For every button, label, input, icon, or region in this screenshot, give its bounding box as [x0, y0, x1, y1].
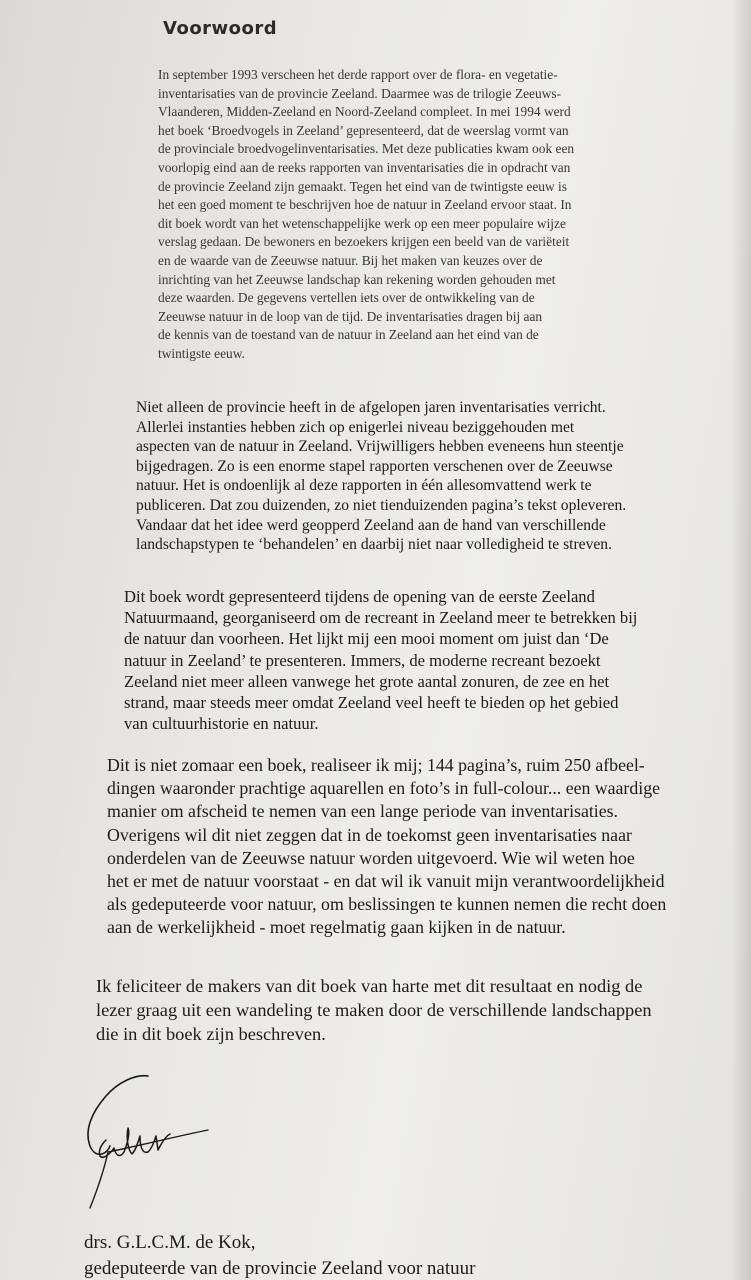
text-line: inrichting van het Zeeuwse landschap kan rekening worden gehouden met [158, 271, 556, 287]
page-edge-shadow [731, 0, 751, 1280]
text-line: Vlaanderen, Midden-Zeeland en Noord-Zeeland compleet. In mei 1994 werd [158, 104, 571, 120]
text-line: publiceren. Dat zou duizenden, zo niet tienduizenden pagina’s tekst opleveren. [136, 496, 627, 514]
text-line: landschapstypen te ‘behandelen’ en daarbij niet naar volledigheid te streven. [136, 536, 612, 554]
text-line: deze waarden. De gegevens vertellen iets over de ontwikkeling van de [158, 290, 535, 306]
text-line: dingen waaronder prachtige aquarellen en foto’s in full-colour... een waardige [107, 778, 660, 799]
text-line: het er met de natuur voorstaat - en dat wil ik vanuit mijn verantwoordelijkheid [107, 871, 665, 892]
text-line: Natuurmaand, georganiseerd om de recreant in Zeeland meer te betrekken bij [124, 608, 638, 628]
text-line: bijgedragen. Zo is een enorme stapel rapporten verschenen over de Zeeuwse [136, 457, 613, 475]
text-line: Zeeuwse natuur in de loop van de tijd. De inventarisaties dragen bij aan [158, 308, 543, 324]
text-line: Ik feliciteer de makers van dit boek van harte met dit resultaat en nodig de [96, 976, 643, 996]
text-line: die in dit boek zijn beschreven. [96, 1023, 326, 1044]
page-title: Voorwoord [163, 18, 278, 39]
text-line: de natuur dan voorheen. Het lijkt mij een mooi moment om juist dan ‘De [124, 629, 609, 649]
text-line: de provincie Zeeland zijn gemaakt. Tegen het eind van de twintigste eeuw is [158, 178, 567, 194]
text-line: Zeeland niet meer alleen vanwege het grote aantal zonuren, de zee en het [124, 671, 610, 691]
text-line: van cultuurhistorie en natuur. [124, 714, 319, 734]
text-line: Dit is niet zomaar een boek, realiseer ik mij; 144 pagina’s, ruim 250 afbeel- [107, 755, 645, 775]
signatory-role: gedeputeerde van de provincie Zeeland voor natuur [84, 1258, 476, 1279]
text-line: dit boek wordt van het wetenschappelijke werk op een meer populaire wijze [158, 215, 566, 231]
text-line: verslag gedaan. De bewoners en bezoekers krijgen een beeld van de variëteit [158, 234, 570, 250]
text-line: voorlopig eind aan de reeks rapporten van inventarisaties die in opdracht van [158, 159, 571, 175]
text-line: Overigens wil dit niet zeggen dat in de toekomst geen inventarisaties naar [107, 824, 632, 845]
text-line: lezer graag uit een wandeling te maken door de verschillende landschappen [96, 999, 652, 1020]
text-line: Allerlei instanties hebben zich op enigerlei niveau beziggehouden met [136, 418, 575, 436]
text-line: twintigste eeuw. [158, 345, 245, 361]
text-line: strand, maar steeds meer omdat Zeeland veel heeft te bieden op het gebied [124, 693, 619, 713]
text-line: In september 1993 verscheen het derde rapport over de flora- en vegetatie- [158, 67, 558, 82]
paragraph-2 [136, 398, 626, 555]
paragraph-3 [124, 586, 637, 734]
text-line: het boek ‘Broedvogels in Zeeland’ gepresenteerd, dat de weerslag vormt van [158, 122, 569, 138]
text-line: inventarisaties van de provincie Zeeland. Daarmee was de trilogie Zeeuws- [158, 85, 562, 101]
handwritten-signature [78, 1070, 218, 1215]
text-line: onderdelen van de Zeeuwse natuur worden uitgevoerd. Wie wil weten hoe [107, 847, 635, 868]
text-line: aspecten van de natuur in Zeeland. Vrijwilligers hebben eveneens hun steentje [136, 438, 624, 456]
text-line: Niet alleen de provincie heeft in de afgelopen jaren inventarisaties verricht. [136, 399, 606, 416]
text-line: manier om afscheid te nemen van een lange periode van inventarisaties. [107, 801, 619, 822]
text-line: als gedeputeerde voor natuur, om beslissingen te kunnen nemen die recht doen [107, 894, 667, 915]
signatory [84, 1230, 475, 1280]
paragraph-1 [158, 66, 574, 364]
text-line: natuur in Zeeland’ te presenteren. Immers, de moderne recreant bezoekt [124, 650, 601, 670]
text-line: Dit boek wordt gepresenteerd tijdens de opening van de eerste Zeeland [124, 587, 595, 606]
paragraph-4 [107, 754, 666, 940]
text-line: natuur. Het is ondoenlijk al deze rapporten in één allesomvattend werk te [136, 477, 592, 495]
paragraph-5 [96, 975, 652, 1046]
text-line: Vandaar dat het idee werd geopperd Zeeland aan de hand van verschillende [136, 516, 606, 534]
text-line: het een goed moment te beschrijven hoe de natuur in Zeeland ervoor staat. In [158, 197, 572, 213]
text-line: aan de werkelijkheid - moet regelmatig gaan kijken in de natuur. [107, 917, 566, 938]
text-line: en de waarde van de Zeeuwse natuur. Bij het maken van keuzes over de [158, 252, 543, 268]
text-line: de provinciale broedvogelinventarisaties. Met deze publicaties kwam ook een [158, 141, 575, 157]
text-line: de kennis van de toestand van de natuur in Zeeland aan het eind van de [158, 327, 539, 343]
signatory-name: drs. G.L.C.M. de Kok, [84, 1232, 256, 1253]
